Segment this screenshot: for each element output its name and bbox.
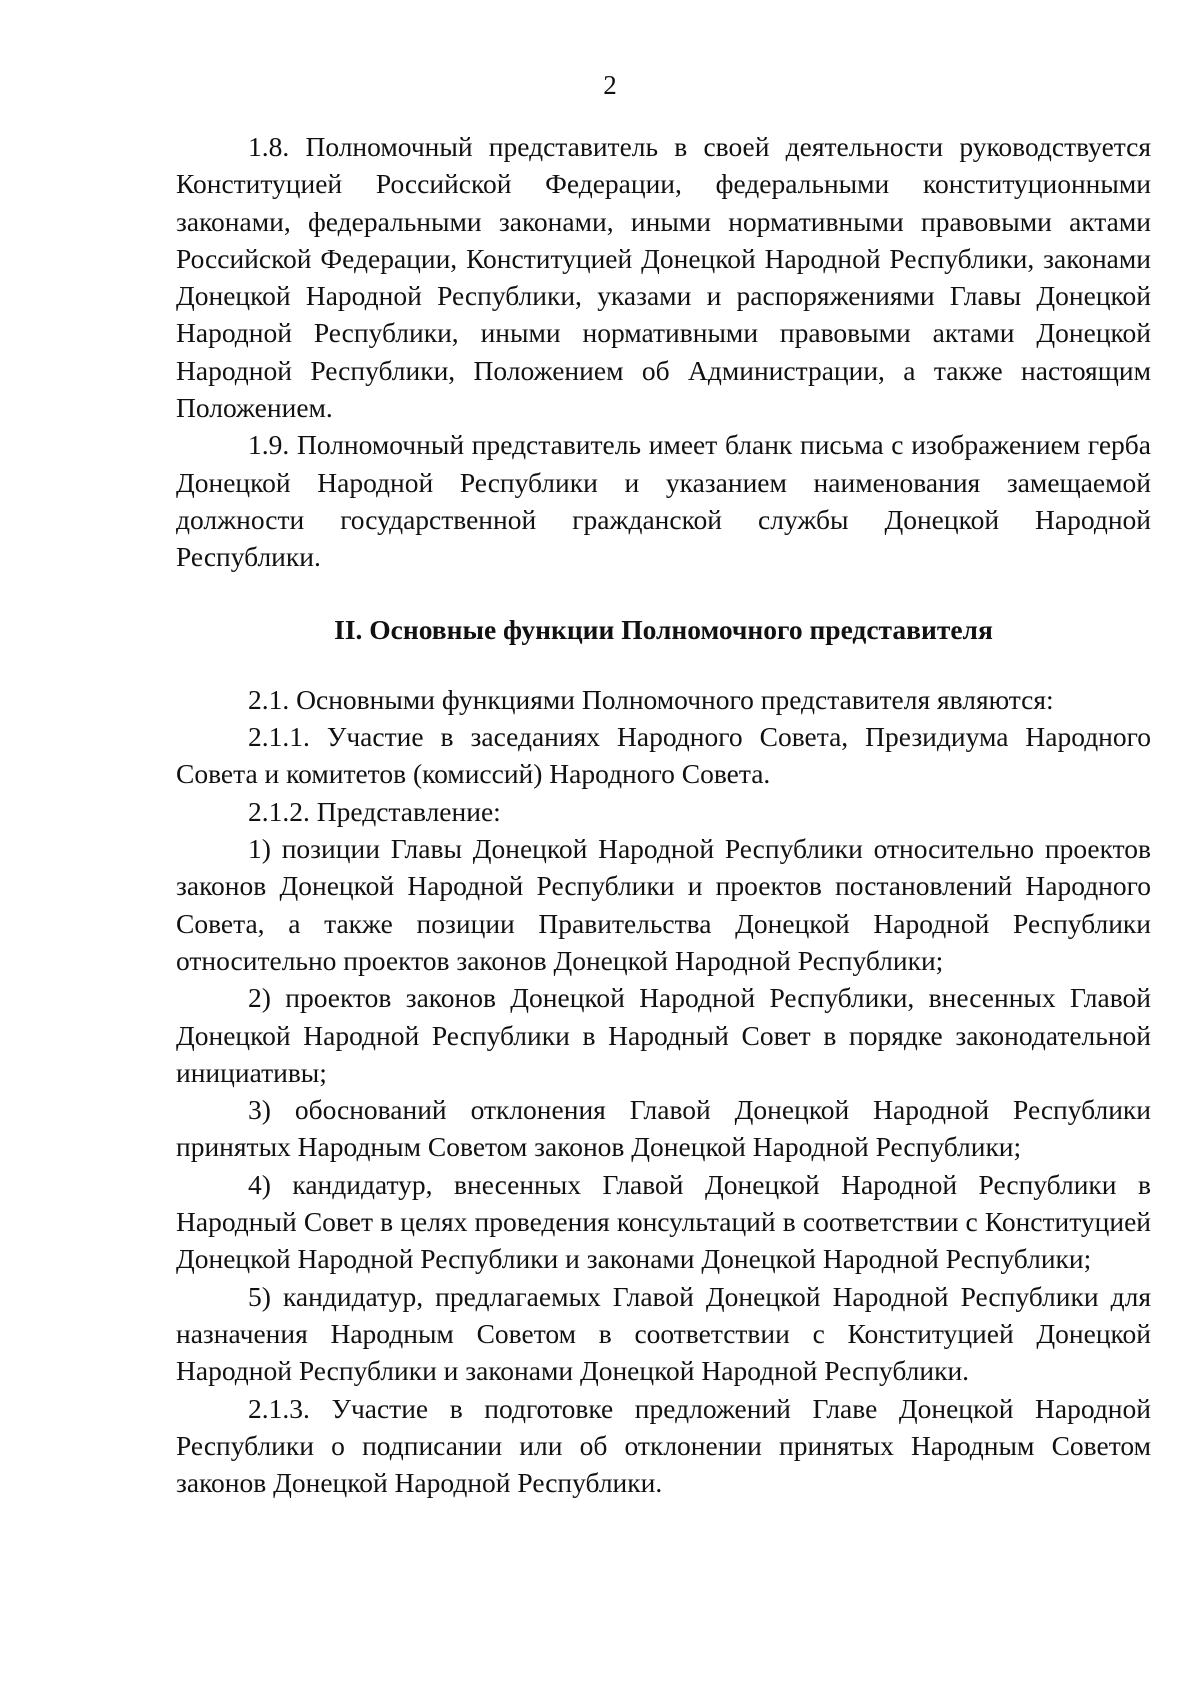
list-item-3: 3) обоснований отклонения Главой Донецкой Народной Республики принятых Народным Советом законов Донецкой Народной Республики; — [176, 1094, 1151, 1163]
paragraph-2-1-1: 2.1.1. Участие в заседаниях Народного Совета, Президиума Народного Совета и комитетов (комиссий) Народного Совета. — [176, 721, 1151, 790]
list-item-1: 1) позиции Главы Донецкой Народной Республики относительно проектов законов Донецкой Народной Республики и проектов постановлений Народного Совета, а также позиции Правительства Донецкой Народной Республики относительно проектов законов Донецкой Народной Республики; — [176, 833, 1151, 976]
list-item-5: 5) кандидатур, предлагаемых Главой Донецкой Народной Республики для назначения Народным Советом в соответствии с Конституцией Донецкой Народной Республики и законами Донецкой Народной Республики. — [176, 1280, 1151, 1387]
document-body — [176, 128, 1151, 1501]
paragraph-2-1-2: 2.1.2. Представление: — [248, 795, 501, 827]
paragraph-1-9: 1.9. Полномочный представитель имеет бланк письма с изображением герба Донецкой Народной Республики и указанием наименования замещаемой должности государственной гражданской службы Донецкой Народной Республики. — [176, 429, 1151, 573]
paragraph-1-8: 1.8. Полномочный представитель в своей деятельности руководствуется Конституцией Российской Федерации, федеральными конституционными законами, федеральными законами, иными нормативными правовыми актами Российской Федерации, Конституцией Донецкой Народной Республики, законами Донецкой Народной Республики, указами и распоряжениями Главы Донецкой Народной Республики, иными нормативными правовыми актами Донецкой Народной Республики, Положением об Администрации, а также настоящим Положением. — [176, 131, 1151, 424]
list-item-4: 4) кандидатур, внесенных Главой Донецкой Народной Республики в Народный Совет в целях проведения консультаций в соответствии с Конституцией Донецкой Народной Республики и законами Донецкой Народной Республики; — [176, 1168, 1151, 1275]
page-number: 2 — [603, 70, 617, 100]
list-item-2: 2) проектов законов Донецкой Народной Республики, внесенных Главой Донецкой Народной Республики в Народный Совет в порядке законодательной инициативы; — [176, 982, 1151, 1088]
paragraph-2-1: 2.1. Основными функциями Полномочного представителя являются: — [248, 683, 1054, 715]
paragraph-2-1-3: 2.1.3. Участие в подготовке предложений Главе Донецкой Народной Республики о подписании или об отклонении принятых Народным Советом законов Донецкой Народной Республики. — [176, 1392, 1151, 1499]
section-heading: II. Основные функции Полномочного представителя — [334, 613, 993, 645]
